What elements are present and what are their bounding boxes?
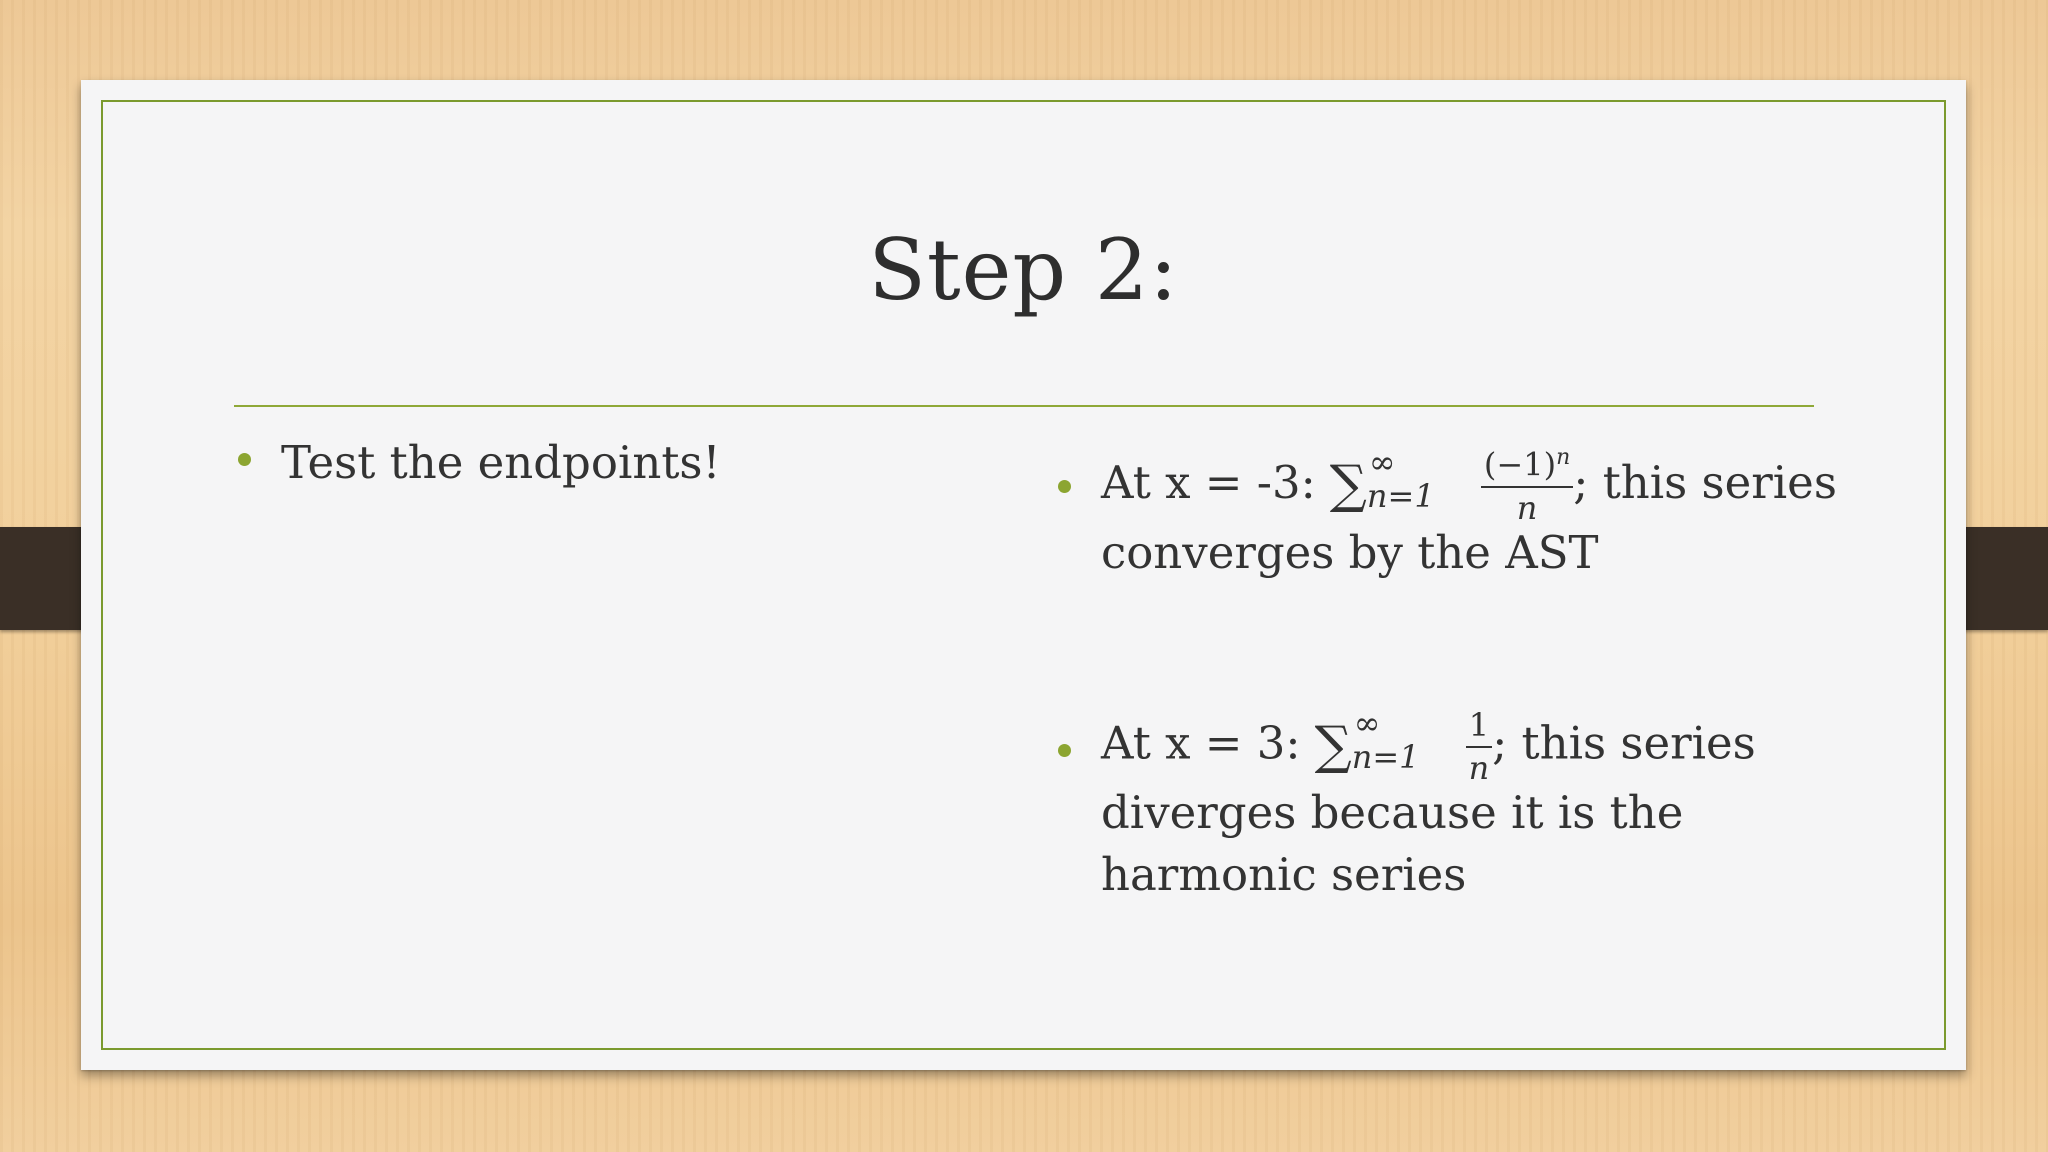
slide-title: Step 2: bbox=[868, 221, 1179, 319]
fraction-denominator: n bbox=[1468, 749, 1490, 788]
numerator-base: (−1) bbox=[1483, 445, 1557, 484]
series-term-fraction bbox=[1481, 445, 1573, 528]
summation-upper-limit: ∞ bbox=[1368, 443, 1396, 482]
title-divider bbox=[234, 405, 1814, 407]
fraction-denominator: n bbox=[1516, 489, 1538, 528]
summation-symbol: ∑ bbox=[1329, 455, 1367, 516]
slide-card bbox=[81, 80, 1966, 1070]
right-bullet-2-rest: diverges because it is the harmonic series bbox=[1101, 786, 1684, 902]
right-bullet-2 bbox=[1101, 703, 1841, 907]
right-bullet-1-line1 bbox=[1101, 445, 1861, 528]
summation-lower-limit: n=1 bbox=[1366, 476, 1435, 515]
right-bullet-1 bbox=[1101, 445, 1861, 584]
summation-limits bbox=[1351, 703, 1460, 776]
right-bullet-2-after: ; this series bbox=[1492, 716, 1756, 770]
right-bullet-2-line1 bbox=[1101, 703, 1841, 788]
bullet-dot-right-2 bbox=[1058, 744, 1071, 757]
fraction-numerator: 1 bbox=[1466, 706, 1492, 748]
right-bullet-1-prefix: At x = -3: bbox=[1101, 456, 1316, 510]
left-bullet bbox=[281, 432, 981, 494]
summation-upper-limit: ∞ bbox=[1353, 703, 1381, 742]
summation-limits bbox=[1366, 443, 1475, 515]
right-bullet-1-after: ; this series bbox=[1573, 456, 1837, 510]
series-term-fraction bbox=[1466, 706, 1492, 788]
right-bullet-1-rest: converges by the AST bbox=[1101, 526, 1599, 580]
right-bullet-2-prefix: At x = 3: bbox=[1101, 716, 1301, 770]
summation-symbol: ∑ bbox=[1314, 715, 1352, 776]
numerator-exponent: n bbox=[1556, 445, 1571, 470]
summation-lower-limit: n=1 bbox=[1351, 737, 1420, 776]
fraction-numerator bbox=[1481, 445, 1573, 488]
bullet-dot-right-1 bbox=[1058, 480, 1071, 493]
left-bullet-text: Test the endpoints! bbox=[281, 436, 721, 489]
bullet-dot-left bbox=[238, 453, 251, 466]
